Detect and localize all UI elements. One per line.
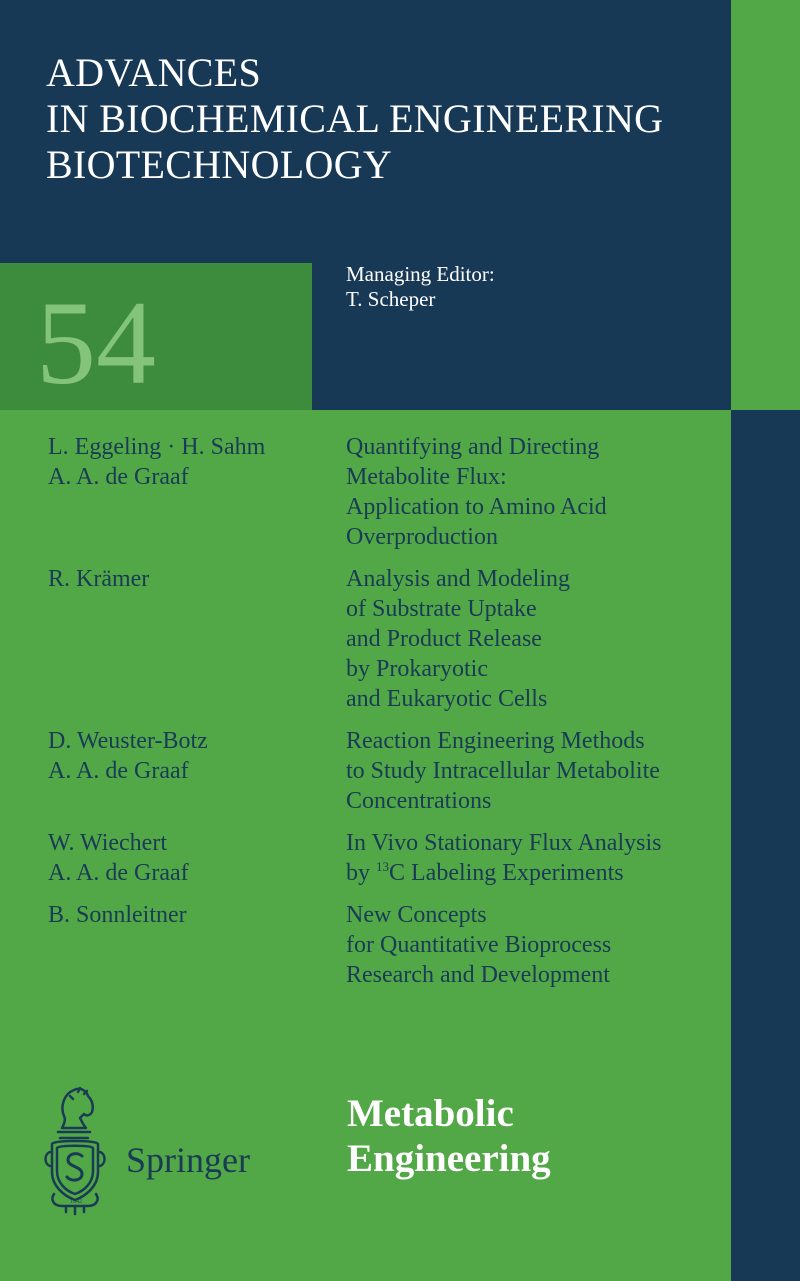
title-line: Quantifying and Directing (346, 434, 600, 460)
contribution-entry (48, 726, 728, 816)
contributions-list (48, 432, 728, 1002)
author-line: A. A. de Graaf (48, 860, 189, 886)
author-line: B. Sonnleitner (48, 902, 187, 928)
contribution-title (346, 900, 728, 990)
contribution-authors (48, 432, 346, 552)
author-line: A. A. de Graaf (48, 464, 189, 490)
contribution-title (346, 564, 728, 714)
contribution-authors (48, 564, 346, 714)
contribution-entry (48, 432, 728, 552)
contribution-authors (48, 726, 346, 816)
author-line: L. Eggeling · H. Sahm (48, 434, 266, 460)
managing-editor-name: T. Scheper (346, 287, 436, 311)
publisher-name: Springer (126, 1140, 250, 1180)
title-line: In Vivo Stationary Flux Analysis (346, 830, 662, 856)
book-title (347, 1091, 551, 1181)
right-accent-strip-green (731, 0, 800, 410)
title-line: New Concepts (346, 902, 487, 928)
author-line: A. A. de Graaf (48, 758, 189, 784)
title-line: and Product Release (346, 626, 542, 652)
title-prefix: by (346, 860, 376, 886)
title-line (346, 858, 728, 888)
title-line: Research and Development (346, 962, 610, 988)
title-suffix: C Labeling Experiments (389, 860, 624, 886)
managing-editor-label: Managing Editor: (346, 262, 495, 286)
contribution-entry (48, 828, 728, 888)
title-line: and Eukaryotic Cells (346, 686, 548, 712)
author-line: W. Wiechert (48, 830, 167, 856)
book-title-line: Engineering (347, 1137, 551, 1180)
contribution-title (346, 726, 728, 816)
series-title-line: BIOTECHNOLOGY (46, 142, 393, 187)
series-title-line: IN BIOCHEMICAL ENGINEERING (46, 96, 664, 141)
contribution-title (346, 828, 728, 888)
book-title-line: Metabolic (347, 1092, 514, 1135)
contribution-authors (48, 828, 346, 888)
series-title-line: ADVANCES (46, 50, 262, 95)
volume-number: 54 (36, 276, 156, 409)
title-line: to Study Intracellular Metabolite (346, 758, 660, 784)
author-line: R. Krämer (48, 566, 150, 592)
title-line: Application to Amino Acid (346, 494, 607, 520)
contribution-entry (48, 900, 728, 990)
title-line: Metabolite Flux: (346, 464, 507, 490)
series-title (46, 50, 663, 188)
contribution-title (346, 432, 728, 552)
right-accent-strip-navy (731, 410, 800, 1281)
svg-text:1842: 1842 (70, 1199, 82, 1205)
title-line: Overproduction (346, 524, 498, 550)
title-line: Analysis and Modeling (346, 566, 570, 592)
managing-editor (346, 262, 495, 312)
title-line: for Quantitative Bioprocess (346, 932, 612, 958)
isotope-superscript: 13 (376, 859, 389, 874)
contribution-authors (48, 900, 346, 990)
title-line: Reaction Engineering Methods (346, 728, 645, 754)
springer-knight-logo-icon (40, 1082, 110, 1218)
author-line: D. Weuster-Botz (48, 728, 208, 754)
contribution-entry (48, 564, 728, 714)
title-line: of Substrate Uptake (346, 596, 537, 622)
title-line: Concentrations (346, 788, 492, 814)
title-line: by Prokaryotic (346, 656, 488, 682)
